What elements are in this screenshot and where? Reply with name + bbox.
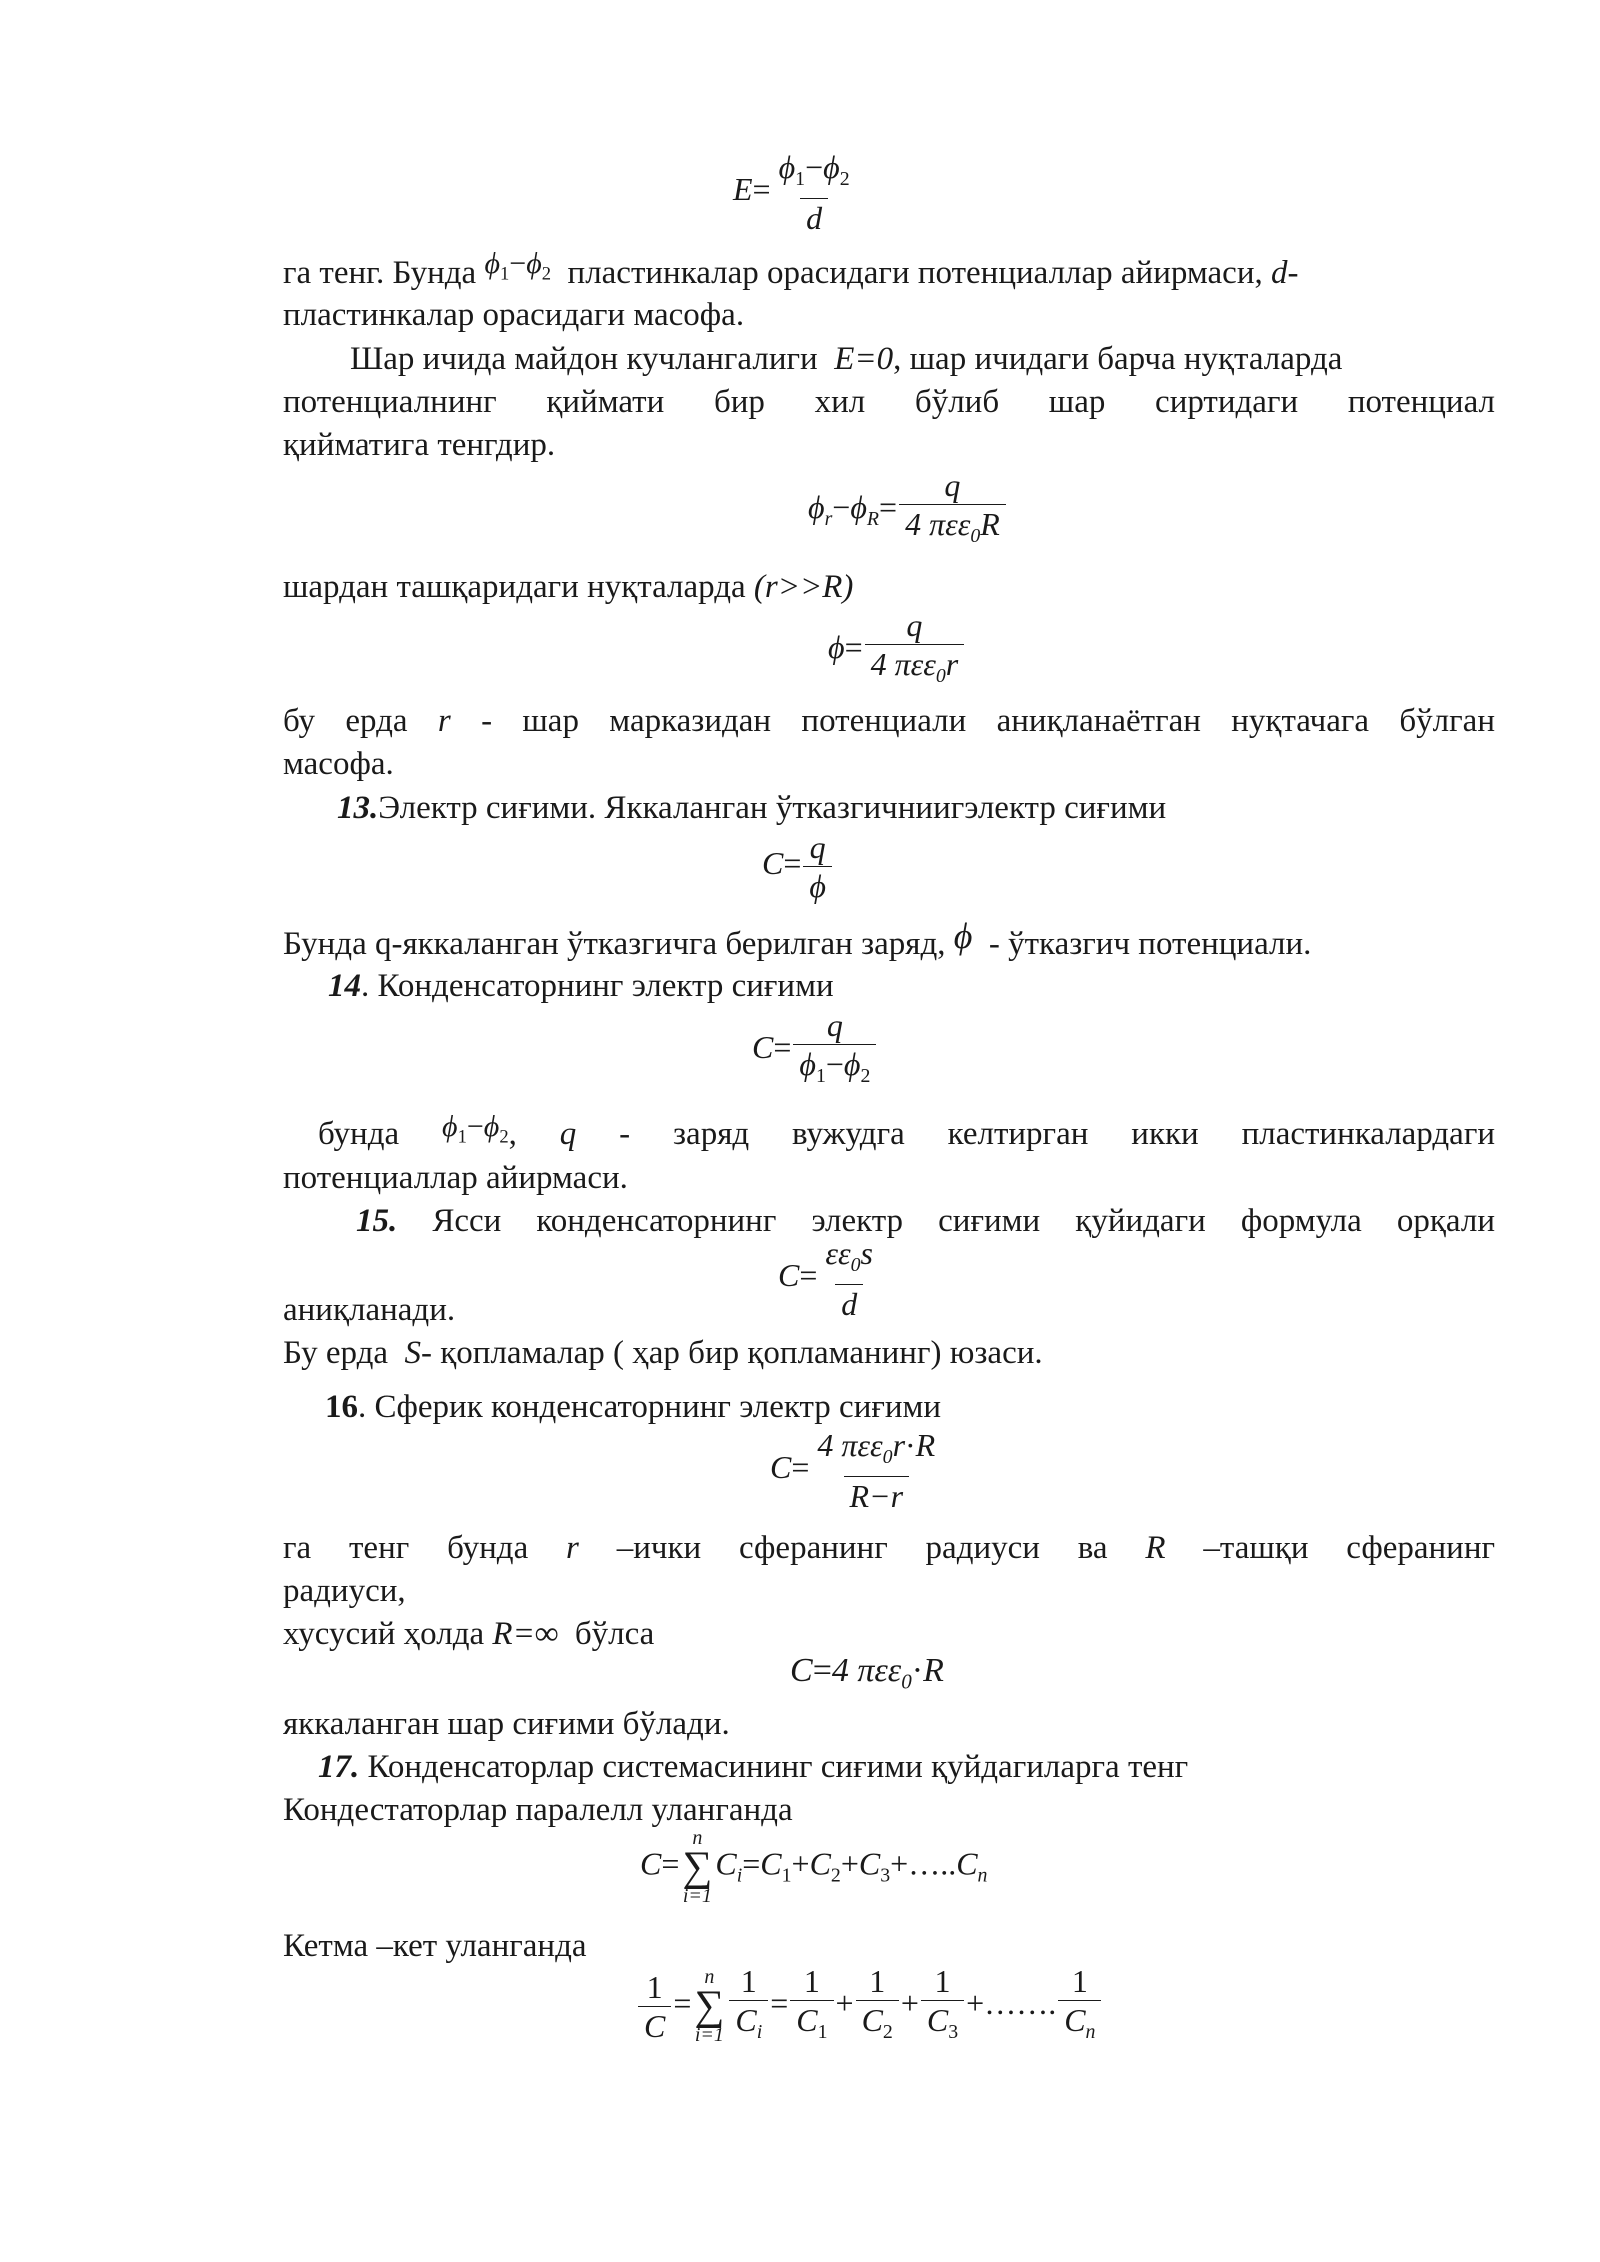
text-line: шардан ташқаридаги нуқталарда (r>>R)	[283, 569, 854, 605]
text-line: радиуси,	[283, 1573, 406, 1609]
formula-isolated-sphere: C=4 πεε$_0$·R	[790, 1652, 944, 1694]
formula-parallel-capacitors: C= n ∑ i=1 $C_i=C_1+C_2+C_3+\dots..C_n$	[640, 1827, 988, 1907]
formula-potential-difference: $\phi_r-\phi_R=$ $\frac{q}{4 \pi\varepsilon\varepsilon_0R}$	[808, 468, 1008, 553]
text-line: Кетма –кет уланганда	[283, 1928, 587, 1964]
text-line: Бу ерда S- қопламалар ( ҳар бир қопламанинг) юзаси.	[283, 1335, 1043, 1371]
text-line: га тенг бунда r –ички сферанинг радиуси ва R –ташқи сферанинг	[283, 1530, 1496, 1566]
formula-plane-capacitor: C= $\frac{\varepsilon\varepsilon_0s}{d}$	[778, 1235, 873, 1322]
text-line: Бунда q-яккаланган ўтказгичга берилган заряд, ϕ - ўтказгич потенциали.	[283, 916, 1312, 962]
formula-series-capacitors: $\frac{1}{C}$ = n ∑ i=1 $\frac{1}{C_i}$ = $\frac{1}{C_1}$ + $\frac{1}{C_2}$ + $\frac{1}{C_3}$ +……. $\frac{1}{C_n}$	[636, 1964, 1103, 2049]
text-line: потенциаллар айирмаси.	[283, 1160, 628, 1196]
formula-potential-outside: ϕ= $\frac{q}{4 \pi\varepsilon\varepsilon_0r}$	[828, 608, 966, 693]
section-heading-16: 16. Сферик конденсаторнинг электр сиғими	[325, 1389, 942, 1425]
text-line: масофа.	[283, 746, 394, 782]
text-line: аниқланади.	[283, 1292, 456, 1328]
text-line: Шар ичида майдон кучлангалиги E=0, шар ичидаги барча нуқталарда	[350, 341, 1343, 377]
formula-capacitance-conductor: C= $\frac{q}{\phi}$	[762, 830, 834, 903]
section-heading-15: 15. Ясси конденсаторнинг электр сиғими қуйидаги формула орқали	[356, 1203, 1495, 1239]
text-line: бу ерда r - шар марказидан потенциали аниқланаётган нуқтачага бўлган	[283, 703, 1495, 739]
text-line: га тенг. Бунда $\phi_1-\phi_2$ пластинкалар орасидаги потенциаллар айирмаси, d-	[283, 247, 1299, 291]
section-heading-13: 13.Электр сиғими. Яккаланган ўтказгичниигэлектр сиғими	[337, 790, 1167, 826]
formula-capacitor-capacitance: C= $\frac{q}{\phi_1-\phi_2}$	[752, 1008, 878, 1093]
text-line: бунда $\phi_1-\phi_2$, q - заряд вужудга келтирган икки пластинкалардаги	[318, 1110, 1496, 1152]
text-line: Кондестаторлар паралелл уланганда	[283, 1792, 793, 1828]
section-heading-17: 17. Конденсаторлар системасининг сиғими қуйдагиларга тенг	[318, 1749, 1189, 1785]
section-heading-14: 14. Конденсаторнинг электр сиғими	[328, 968, 834, 1004]
text-line: потенциалнинг қиймати бир хил бўлиб шар сиртидаги потенциал	[283, 384, 1495, 420]
text-line: пластинкалар орасидаги масофа.	[283, 297, 745, 333]
text-line: хусусий ҳолда R=∞ бўлса	[283, 1616, 655, 1652]
text-line: қийматига тенгдир.	[283, 427, 556, 463]
formula-field-strength: E= $\frac{\phi_1-\phi_2}{d}$	[733, 149, 850, 236]
inline-formula-phi-diff: $\phi_1-\phi_2$	[484, 247, 552, 285]
formula-spherical-capacitor: C= $\frac{4 \pi\varepsilon\varepsilon_0r\cdot R}{R-r}$	[770, 1427, 936, 1514]
text-line: яккаланган шар сиғими бўлади.	[283, 1706, 730, 1742]
